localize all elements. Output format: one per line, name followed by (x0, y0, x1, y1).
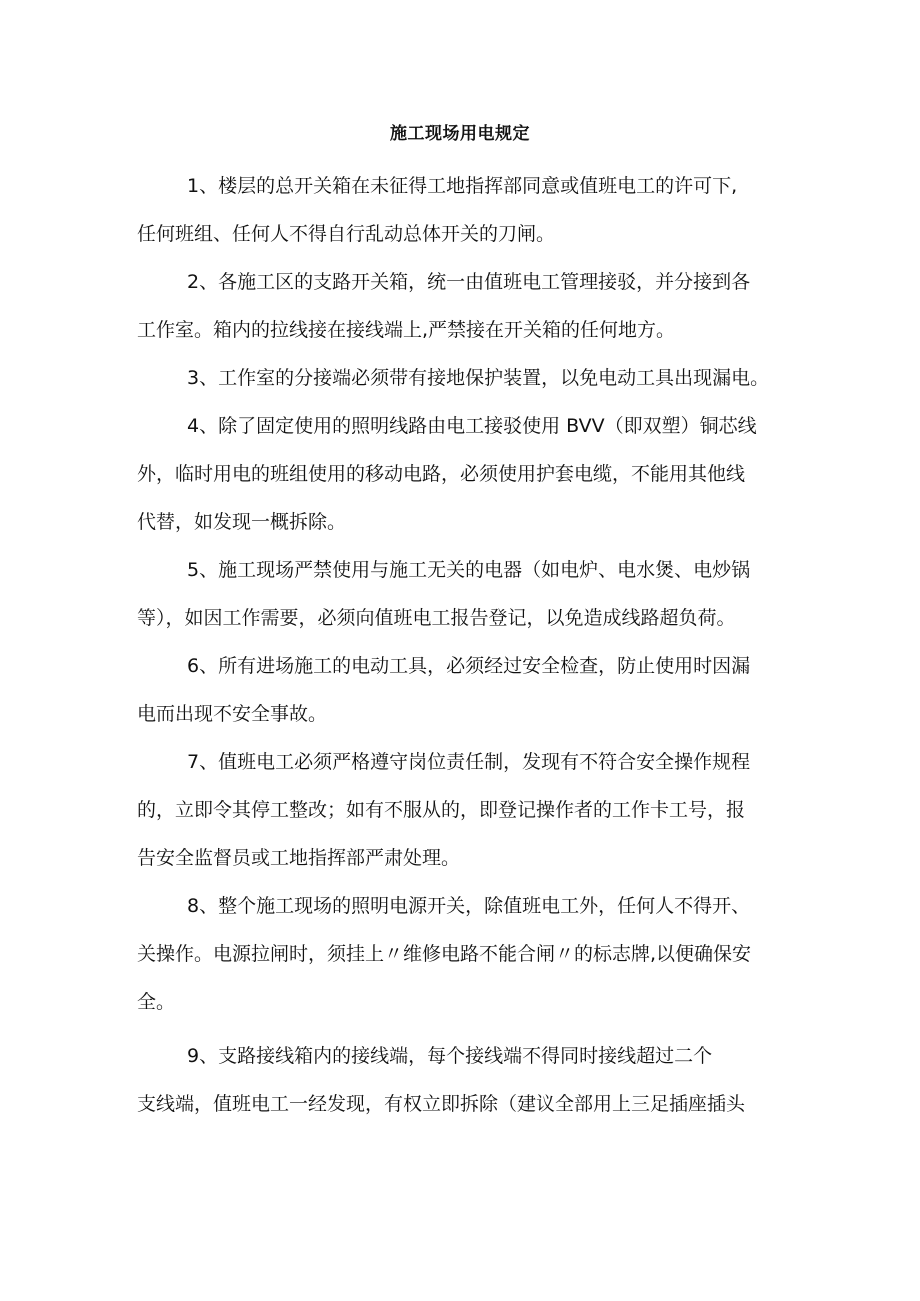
paragraph-line: 7、值班电工必须严格遵守岗位责任制，发现有不符合安全操作规程 (187, 751, 751, 773)
paragraph-line: 外，临时用电的班组使用的移动电路，必须使用护套电缆，不能用其他线 (137, 463, 746, 485)
paragraph-4 (137, 402, 799, 546)
paragraph-1 (137, 162, 799, 258)
paragraph-line: 1、楼层的总开关箱在未征得工地指挥部同意或值班电工的许可下, (187, 175, 738, 197)
paragraph-line: 的，立即令其停工整改；如有不服从的，即登记操作者的工作卡工号，报 (137, 799, 746, 821)
paragraph-line: 全。 (137, 991, 176, 1013)
paragraph-line: 电而出现不安全事故。 (137, 703, 328, 725)
paragraph-line: 3、工作室的分接端必须带有接地保护装置，以免电动工具出现漏电。 (187, 367, 770, 389)
paragraph-7 (137, 738, 799, 882)
paragraph-line: 2、各施工区的支路开关箱，统一由值班电工管理接驳，并分接到各 (187, 271, 751, 293)
paragraph-line: 6、所有进场施工的电动工具，必须经过安全检查，防止使用时因漏 (187, 655, 751, 677)
paragraph-5 (137, 546, 799, 642)
paragraph-2 (137, 258, 799, 354)
paragraph-line: 关操作。电源拉闸时，须挂上〃维修电路不能合闸〃的标志牌,以便确保安 (137, 943, 752, 965)
paragraph-line: 支线端，值班电工一经发现，有权立即拆除（建议全部用上三足插座插头 (137, 1093, 746, 1115)
paragraph-6 (137, 642, 799, 738)
document-body (137, 162, 799, 1128)
paragraph-line: 等），如因工作需要，必须向值班电工报告登记，以免造成线路超负荷。 (137, 607, 736, 629)
paragraph-line: 代替，如发现一概拆除。 (137, 511, 347, 533)
paragraph-line: 告安全监督员或工地指挥部严肃处理。 (137, 847, 461, 869)
paragraph-3 (137, 354, 799, 402)
paragraph-9 (137, 1032, 799, 1128)
paragraph-line: 9、支路接线箱内的接线端，每个接线端不得同时接线超过二个 (187, 1045, 713, 1067)
page-title: 施工现场用电规定 (390, 124, 530, 144)
paragraph-line: 任何班组、任何人不得自行乱动总体开关的刀闸。 (137, 223, 556, 245)
paragraph-line: 8、整个施工现场的照明电源开关，除值班电工外，任何人不得开、 (187, 895, 751, 917)
paragraph-8 (137, 882, 799, 1026)
paragraph-line: 4、除了固定使用的照明线路由电工接驳使用 BVV（即双塑）铜芯线 (187, 415, 757, 437)
paragraph-line: 5、施工现场严禁使用与施工无关的电器（如电炉、电水煲、电炒锅 (187, 559, 751, 581)
paragraph-line: 工作室。箱内的拉线接在接线端上,严禁接在开关箱的任何地方。 (137, 319, 676, 341)
